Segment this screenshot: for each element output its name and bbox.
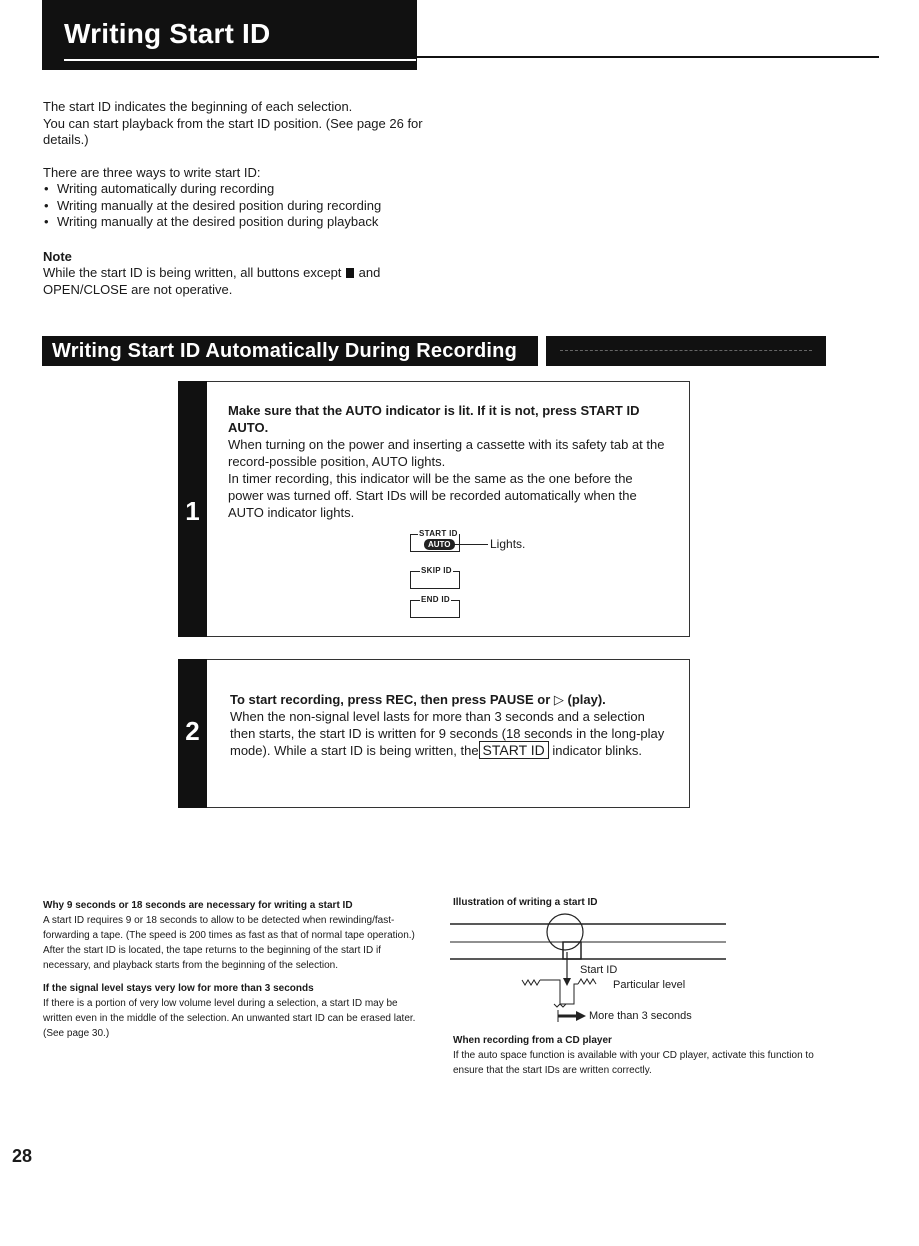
ways-intro: There are three ways to write start ID: (43, 164, 261, 180)
ways-list (43, 181, 433, 231)
step-2-body (230, 708, 670, 759)
step-1-body-2: In timer recording, this indicator will be the same as the one before the power was turned off. Start IDs will be recorded automatically when the AUTO indicator lights. (228, 471, 637, 520)
note-text-after: and OPEN/CLOSE are not operative. (43, 265, 381, 297)
cd-player-heading: When recording from a CD player (453, 1035, 612, 1046)
section-banner-dash (560, 350, 812, 352)
list-item: • Writing manually at the desired position during recording (43, 198, 433, 215)
title-underline (64, 59, 416, 61)
start-id-label: START ID (419, 529, 458, 538)
intro-paragraph-1: The start ID indicates the beginning of each selection. (43, 99, 353, 114)
step-1-body: When turning on the power and inserting a cassette with its safety tab at the record-possible position, AUTO lights. (228, 437, 665, 469)
section-title: Writing Start ID Automatically During Recording (52, 340, 517, 362)
step-2-number: 2 (185, 716, 200, 746)
low-level-heading: If the signal level stays very low for more than 3 seconds (43, 983, 314, 994)
step-2-heading (230, 691, 670, 708)
step-2-body-before: When the non-signal level lasts for more than 3 seconds and a selection then starts, the start ID is written for 9 seconds (18 seconds in the long-play mode). While a start ID is being written, the (230, 709, 665, 758)
auto-indicator: AUTO (424, 539, 455, 550)
step-1-heading: Make sure that the AUTO indicator is lit. If it is not, press START ID AUTO. (228, 403, 640, 435)
step-2-text (230, 691, 670, 759)
page-number: 28 (12, 1146, 33, 1166)
why-heading: Why 9 seconds or 18 seconds are necessary for writing a start ID (43, 900, 353, 911)
start-id-boxed: START ID (479, 741, 549, 759)
intro-section (43, 99, 433, 298)
why-text: A start ID requires 9 or 18 seconds to allow to be detected when rewinding/fast-forwarding a tape. (The speed is 200 times as fast as that of normal tape operation.) (43, 915, 415, 941)
cd-player-text: If the auto space function is available with your CD player, activate this function to ensure that the start IDs are written correctly. (453, 1050, 814, 1076)
note-text-before: While the start ID is being written, all buttons except (43, 265, 342, 280)
list-item: • Writing manually at the desired position during playback (43, 214, 433, 231)
play-triangle-icon: ▷ (553, 692, 564, 707)
title-rule (417, 56, 879, 58)
illustration-heading: Illustration of writing a start ID (453, 897, 598, 908)
step-1-text (228, 402, 668, 521)
note-title: Note (43, 248, 72, 264)
note-text (43, 265, 433, 298)
stop-square-icon (346, 268, 354, 278)
intro-paragraph-2: You can start playback from the start ID position. (See page 26 for details.) (43, 115, 423, 147)
lights-label: Lights. (490, 537, 526, 551)
lights-leader-line (454, 544, 488, 545)
page-title: Writing Start ID (64, 18, 271, 49)
end-id-label: END ID (421, 595, 450, 604)
why-text-2: After the start ID is located, the tape returns to the beginning of the start ID if necessary, and playback starts from the beginning of the selection. (43, 945, 381, 971)
start-id-caption: Start ID (580, 964, 618, 976)
skip-id-label: SKIP ID (421, 566, 452, 575)
step-2-heading-suffix: (play). (567, 692, 606, 707)
left-column (43, 899, 423, 1041)
low-level-text: If there is a portion of very low volume level during a selection, a start ID may be written even in the middle of the selection. An unwanted start ID can be erased later. (See page 30.) (43, 998, 416, 1039)
step-2-body-after: indicator blinks. (552, 743, 643, 758)
list-item: • Writing automatically during recording (43, 181, 433, 198)
particular-level-caption: Particular level (613, 979, 686, 991)
more-than-caption: More than 3 seconds (589, 1010, 692, 1022)
step-1-number: 1 (185, 496, 200, 526)
step-2-heading-prefix: To start recording, press REC, then press PAUSE or (230, 692, 551, 707)
cd-player-section (453, 1034, 843, 1078)
